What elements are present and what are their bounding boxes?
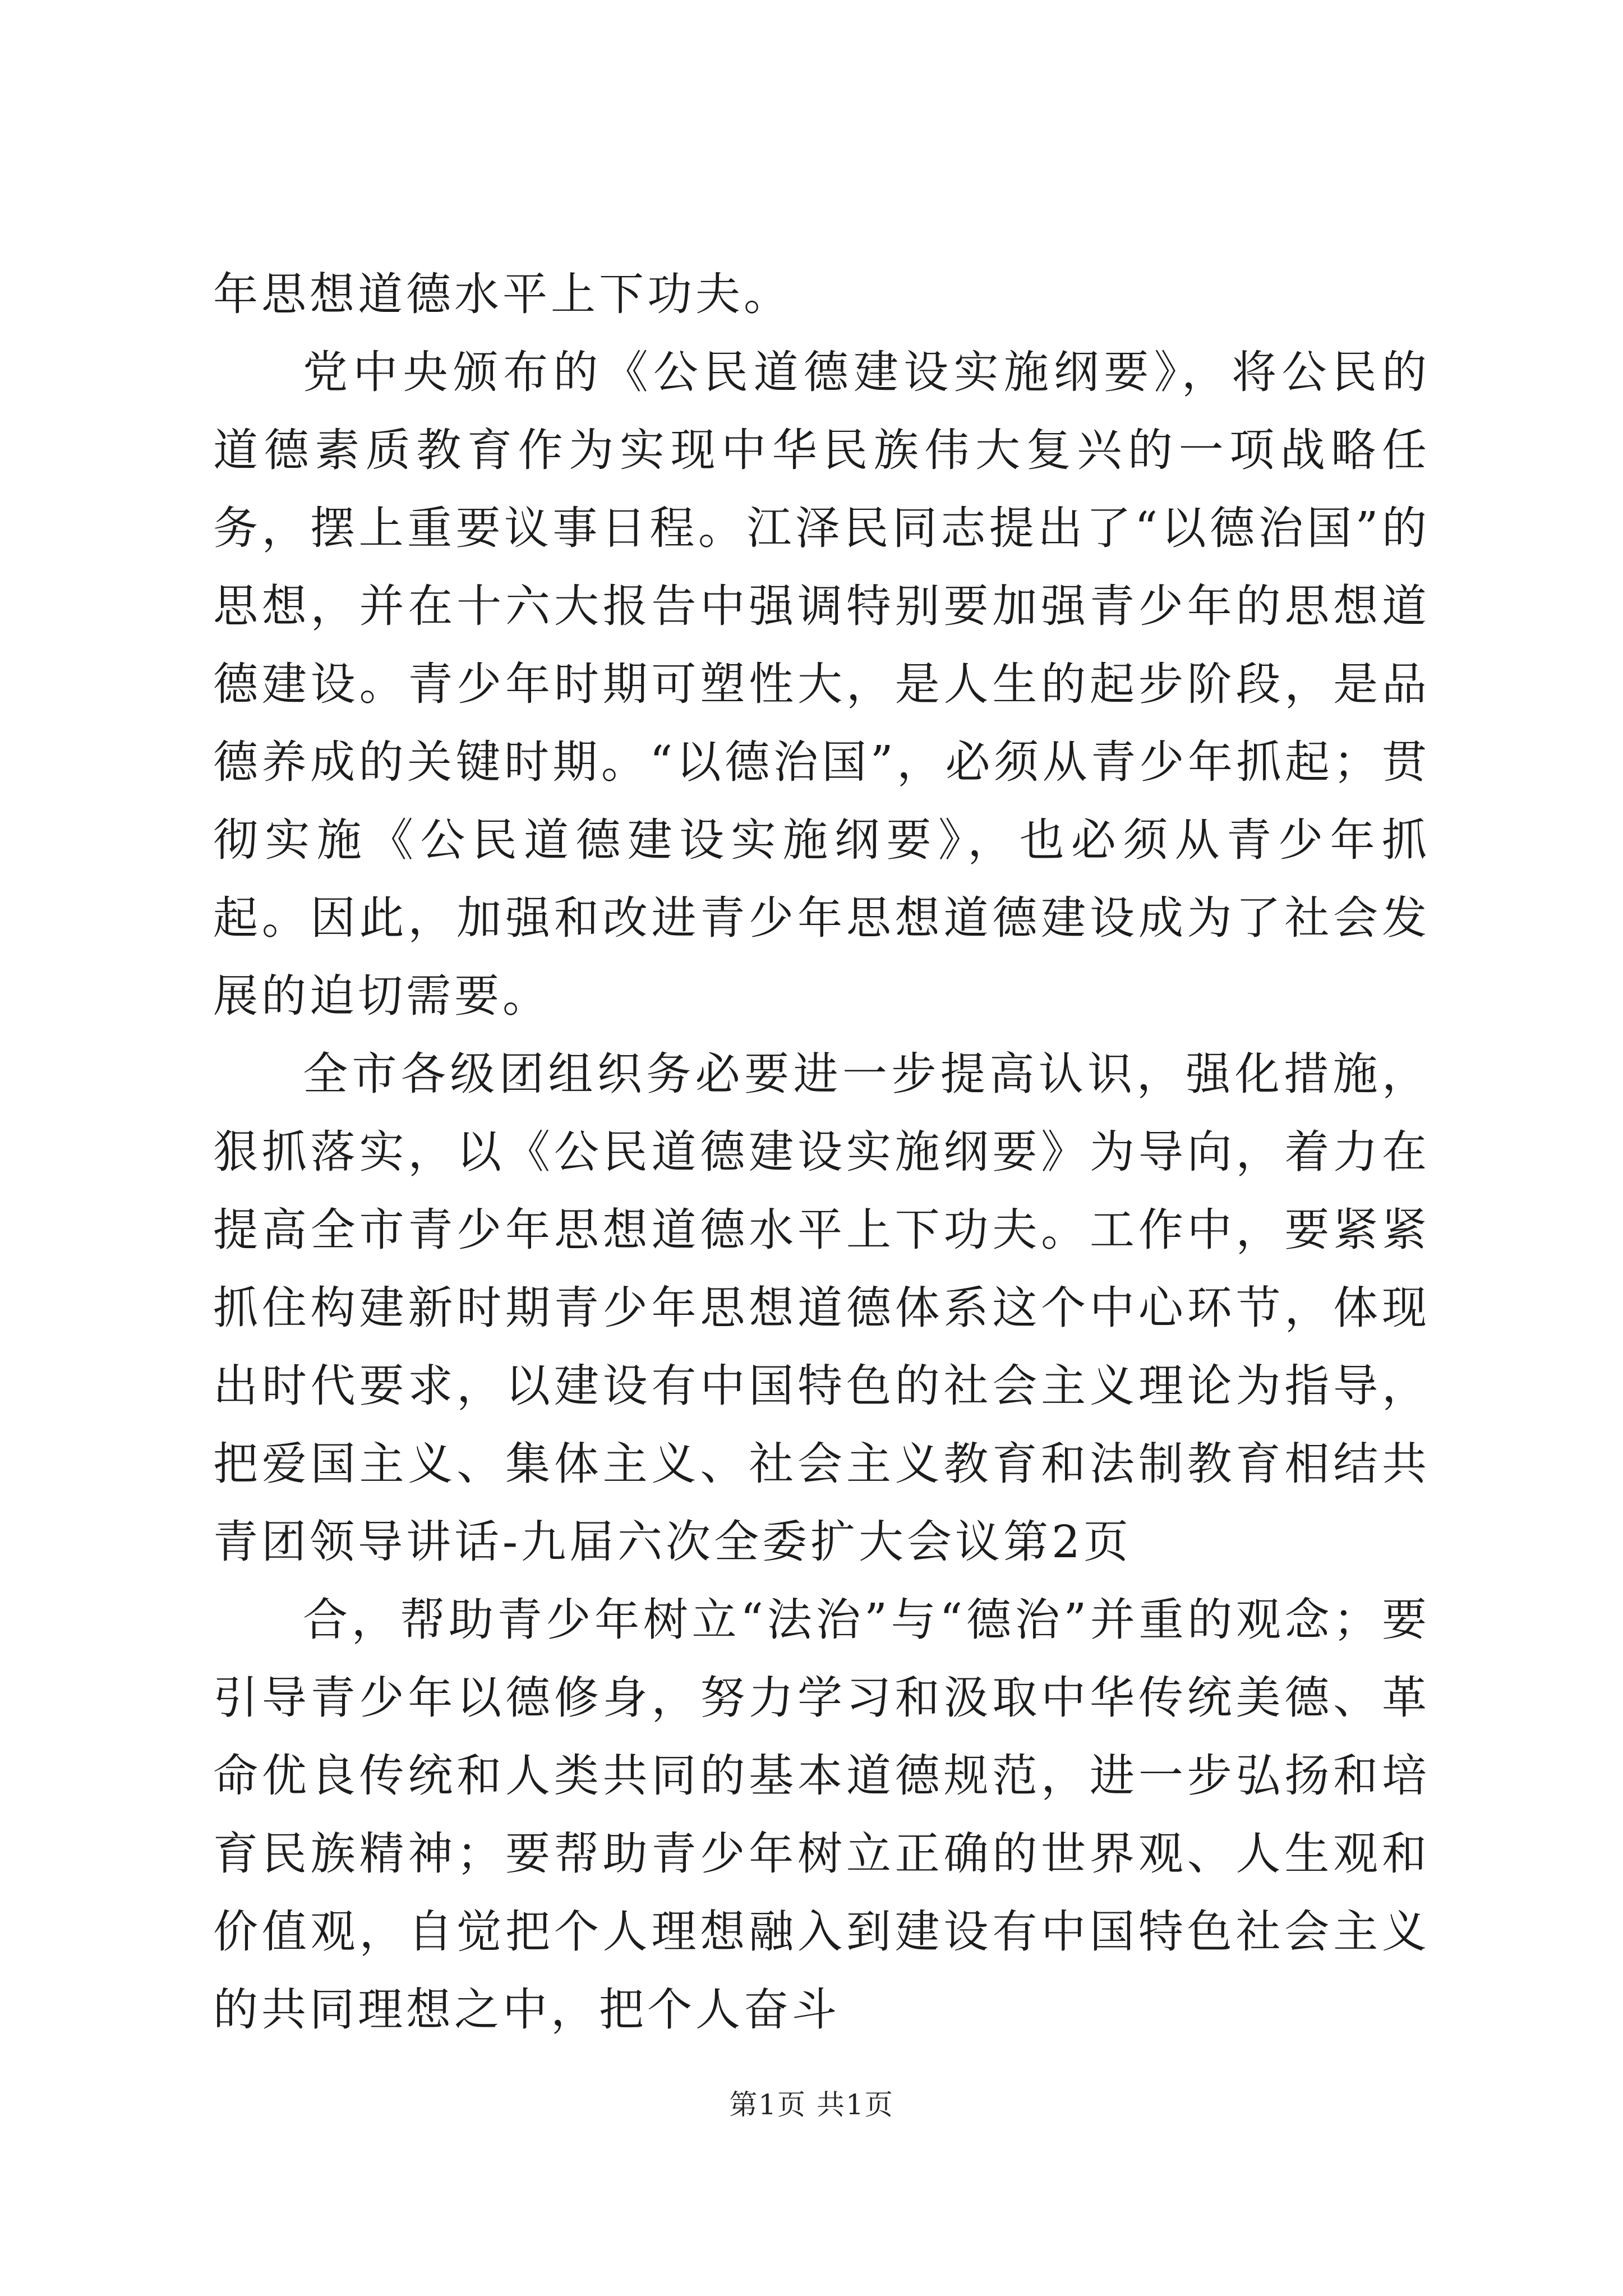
paragraph-continuation: 年思想道德水平上下功夫。: [213, 268, 792, 320]
page-footer: 第1页 共1页: [729, 2088, 894, 2121]
paragraph: 全市各级团组织务必要进一步提高认识，强化措施，狠抓落实，以《公民道德建设实施纲要》为导向，着力在提高全市青少年思想道德水平上下功夫。工作中，要紧紧抓住构建新时期青少年思想道德体系这个中心环节，体现出时代要求，以建设有中国特色的社会主义理论为指导，把爱国主义、集体主义、社会主义教育和法制教育相结共青团领导讲话-九届六次全委扩大会议第2页: [213, 1048, 1430, 1568]
paragraph: 合，帮助青少年树立“法治”与“德治”并重的观念；要引导青少年以德修身，努力学习和汲取中华传统美德、革命优良传统和人类共同的基本道德规范，进一步弘扬和培育民族精神；要帮助青少年树立正确的世界观、人生观和价值观，自觉把个人理想融入到建设有中国特色社会主义的共同理想之中，把个人奋斗: [213, 1594, 1430, 2036]
document-body: [213, 255, 1430, 2049]
paragraph: 党中央颁布的《公民道德建设实施纲要》，将公民的道德素质教育作为实现中华民族伟大复兴的一项战略任务，摆上重要议事日程。江泽民同志提出了“以德治国”的思想，并在十六大报告中强调特别要加强青少年的思想道德建设。青少年时期可塑性大，是人生的起步阶段，是品德养成的关键时期。“以德治国”，必须从青少年抓起；贯彻实施《公民道德建设实施纲要》，也必须从青少年抓起。因此，加强和改进青少年思想道德建设成为了社会发展的迫切需要。: [213, 346, 1430, 1022]
